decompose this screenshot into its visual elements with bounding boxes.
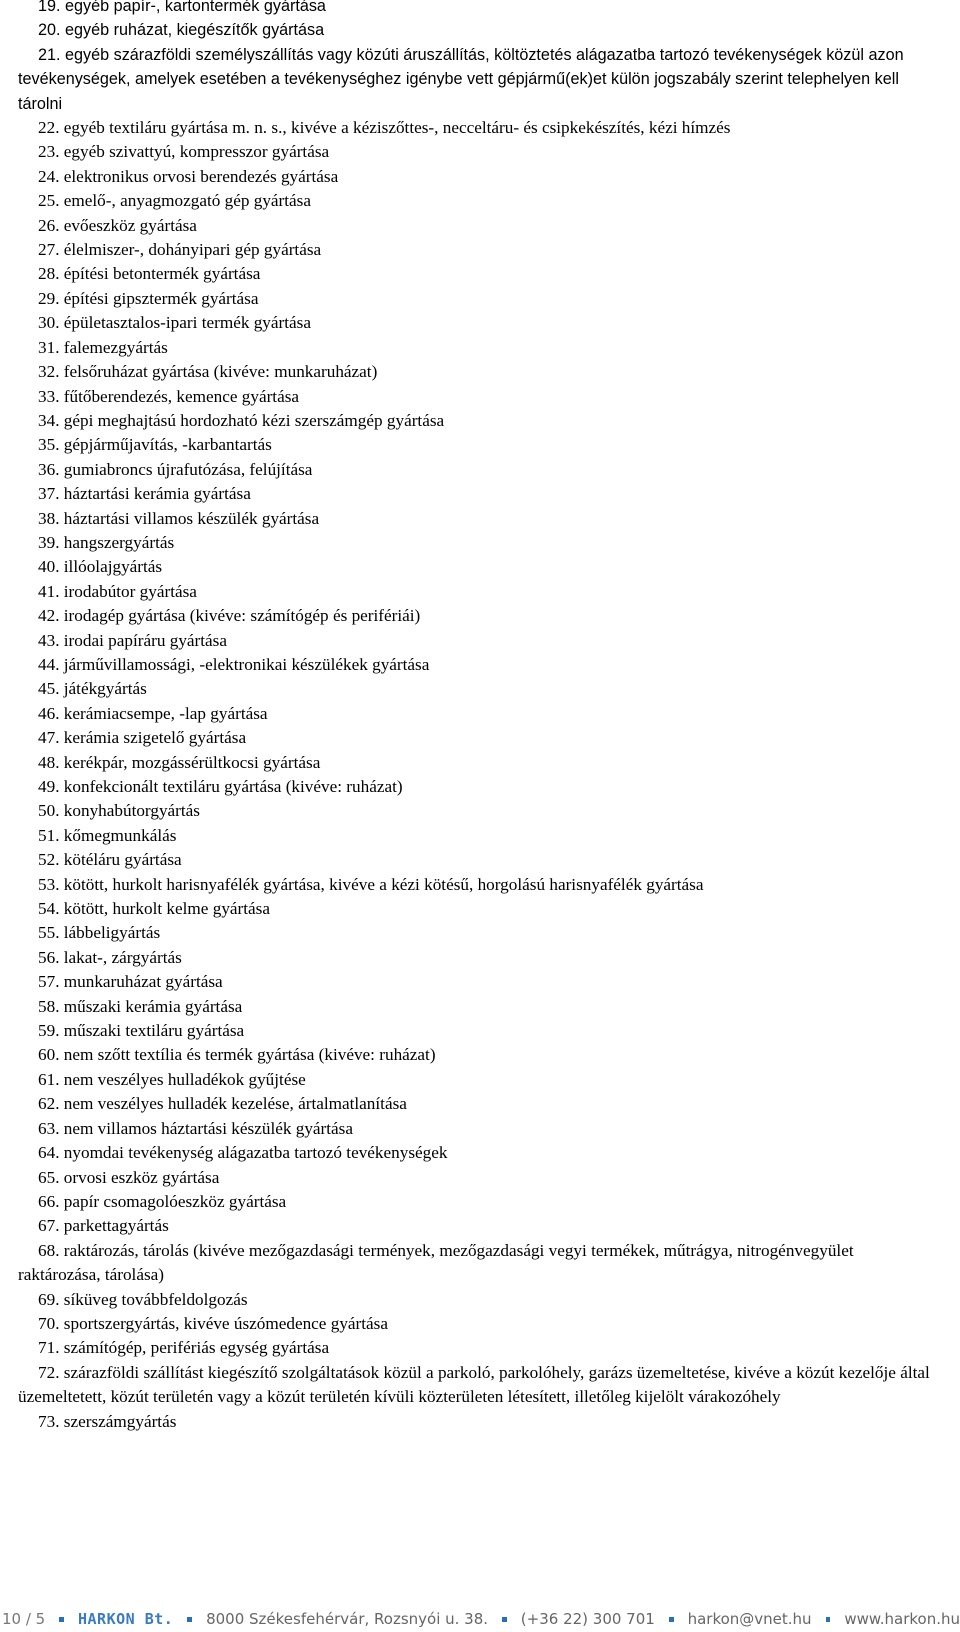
list-item: 57. munkaruházat gyártása bbox=[38, 972, 223, 992]
list-item: 37. háztartási kerámia gyártása bbox=[38, 484, 251, 504]
list-item: 36. gumiabroncs újrafutózása, felújítása bbox=[38, 459, 313, 479]
list-item: 66. papír csomagolóeszköz gyártása bbox=[38, 1191, 287, 1211]
list-item: 49. konfekcionált textiláru gyártása (kivéve: ruházat) bbox=[38, 777, 403, 796]
list-item: 25. emelő-, anyagmozgató gép gyártása bbox=[38, 191, 311, 211]
list-item: 67. parkettagyártás bbox=[38, 1216, 169, 1236]
list-item: 41. irodabútor gyártása bbox=[38, 581, 197, 601]
list-item: 29. építési gipsztermék gyártása bbox=[38, 288, 259, 308]
activity-list bbox=[18, 0, 938, 1434]
list-item: 38. háztartási villamos készülék gyártása bbox=[38, 508, 320, 528]
separator-square-icon bbox=[59, 1617, 64, 1622]
separator-square-icon bbox=[669, 1617, 674, 1622]
list-item: 24. elektronikus orvosi berendezés gyártása bbox=[38, 166, 339, 186]
list-item: 27. élelmiszer-, dohányipari gép gyártása bbox=[38, 240, 322, 260]
list-item: 62. nem veszélyes hulladék kezelése, ártalmatlanítása bbox=[38, 1094, 407, 1114]
separator-square-icon bbox=[826, 1617, 831, 1622]
list-item: 40. illóolajgyártás bbox=[38, 557, 163, 577]
list-item: 56. lakat-, zárgyártás bbox=[38, 947, 182, 967]
company-website[interactable]: www.harkon.hu bbox=[844, 1610, 960, 1628]
list-item: 39. hangszergyártás bbox=[38, 532, 175, 552]
list-item: 43. irodai papíráru gyártása bbox=[38, 630, 227, 650]
list-item: 45. játékgyártás bbox=[38, 679, 147, 699]
list-item: 21. egyéb szárazföldi személyszállítás vagy közúti áruszállítás, költöztetés alágazatba tartozó tevékenységek közül azon tevékenységek, amelyek esetében a tevékenységhez igénybe vett gépjármű(ek)et külön jogszabály szerint telephelyen kell tárolni bbox=[18, 45, 904, 113]
list-item: 61. nem veszélyes hulladékok gyűjtése bbox=[38, 1069, 306, 1089]
separator-square-icon bbox=[502, 1617, 507, 1622]
list-item: 65. orvosi eszköz gyártása bbox=[38, 1167, 220, 1187]
list-item: 53. kötött, hurkolt harisnyafélék gyártása, kivéve a kézi kötésű, horgolású harisnyafélék gyártása bbox=[38, 874, 704, 894]
list-item: 52. kötéláru gyártása bbox=[38, 850, 182, 870]
list-item: 68. raktározás, tárolás (kivéve mezőgazdasági termények, mezőgazdasági vegyi termékek, műtrágya, nitrogénvegyület raktározása, tárolása) bbox=[18, 1240, 854, 1285]
list-item: 58. műszaki kerámia gyártása bbox=[38, 996, 243, 1016]
list-item: 59. műszaki textiláru gyártása bbox=[38, 1021, 245, 1041]
list-item: 23. egyéb szivattyú, kompresszor gyártása bbox=[38, 142, 330, 162]
list-item: 31. falemezgyártás bbox=[38, 337, 168, 357]
list-item: 69. síküveg továbbfeldolgozás bbox=[38, 1289, 248, 1309]
list-item: 35. gépjárműjavítás, -karbantartás bbox=[38, 435, 272, 455]
list-item: 34. gépi meghajtású hordozható kézi szerszámgép gyártása bbox=[38, 410, 445, 430]
list-item: 30. épületasztalos-ipari termék gyártása bbox=[38, 313, 311, 333]
list-item: 55. lábbeligyártás bbox=[38, 923, 161, 943]
list-item: 42. irodagép gyártása (kivéve: számítógép és perifériái) bbox=[38, 606, 421, 626]
list-item: 46. kerámiacsempe, -lap gyártása bbox=[38, 703, 268, 723]
list-item: 48. kerékpár, mozgássérültkocsi gyártása bbox=[38, 752, 321, 772]
list-item: 70. sportszergyártás, kivéve úszómedence gyártása bbox=[38, 1313, 388, 1333]
list-item: 50. konyhabútorgyártás bbox=[38, 801, 200, 821]
list-item: 51. kőmegmunkálás bbox=[38, 825, 177, 845]
list-item: 73. szerszámgyártás bbox=[38, 1411, 177, 1431]
list-item: 22. egyéb textiláru gyártása m. n. s., kivéve a kéziszőttes-, necceltáru- és csipkekészítés, kézi hímzés bbox=[38, 118, 731, 138]
page-number: 10 / 5 bbox=[2, 1610, 46, 1628]
list-item: 54. kötött, hurkolt kelme gyártása bbox=[38, 899, 270, 919]
list-item: 32. felsőruházat gyártása (kivéve: munkaruházat) bbox=[38, 362, 378, 382]
list-item: 19. egyéb papír-, kartontermék gyártása bbox=[38, 0, 326, 15]
list-item: 47. kerámia szigetelő gyártása bbox=[38, 728, 247, 748]
list-item: 44. járművillamossági, -elektronikai készülékek gyártása bbox=[38, 654, 430, 674]
list-item: 20. egyéb ruházat, kiegészítők gyártása bbox=[38, 21, 325, 40]
list-item: 71. számítógép, perifériás egység gyártása bbox=[38, 1338, 330, 1358]
list-item: 33. fűtőberendezés, kemence gyártása bbox=[38, 386, 300, 406]
company-logo: HARKON Bt. bbox=[78, 1610, 174, 1628]
list-item: 60. nem szőtt textília és termék gyártása (kivéve: ruházat) bbox=[38, 1045, 436, 1065]
list-item: 26. evőeszköz gyártása bbox=[38, 215, 197, 235]
list-item: 64. nyomdai tevékenység alágazatba tartozó tevékenységek bbox=[38, 1143, 448, 1163]
company-email[interactable]: harkon@vnet.hu bbox=[687, 1610, 812, 1628]
page-footer bbox=[0, 1608, 960, 1630]
separator-square-icon bbox=[187, 1617, 192, 1622]
company-address: 8000 Székesfehérvár, Rozsnyói u. 38. bbox=[206, 1610, 489, 1628]
company-phone: (+36 22) 300 701 bbox=[520, 1610, 655, 1628]
list-item: 28. építési betontermék gyártása bbox=[38, 264, 261, 284]
list-item: 63. nem villamos háztartási készülék gyártása bbox=[38, 1118, 353, 1138]
list-item: 72. szárazföldi szállítást kiegészítő szolgáltatások közül a parkoló, parkolóhely, garázs üzemeltetése, kivéve a közút kezelője által üzemeltetett, közút területén vagy a közút területén kívüli közterületen létesített, illetőleg kijelölt várakozóhely bbox=[18, 1362, 930, 1407]
